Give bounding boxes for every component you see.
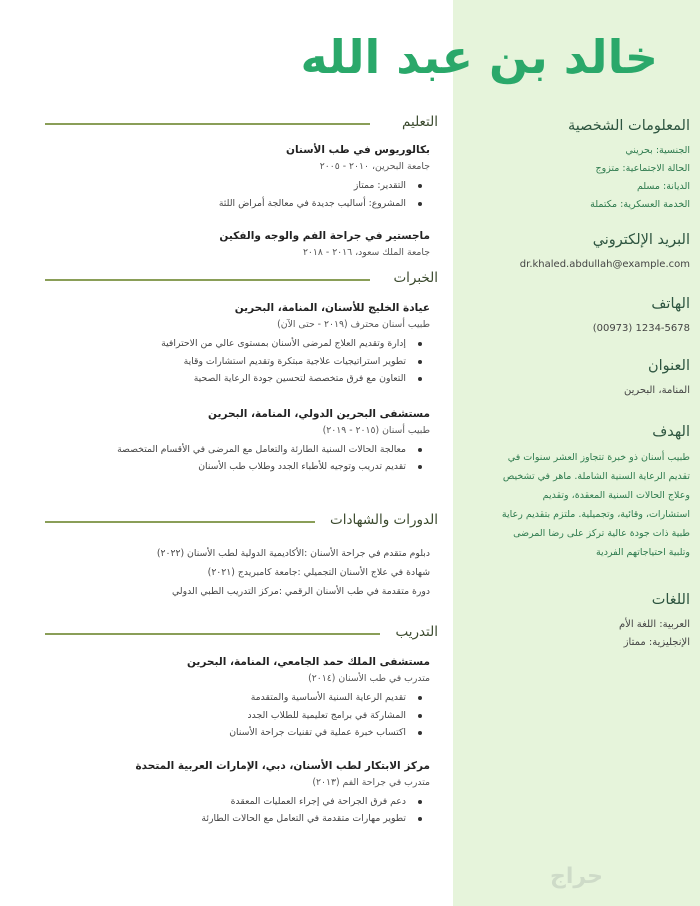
training-section xyxy=(40,624,440,828)
job-title: عيادة الخليج للأسنان، المنامة، البحرين xyxy=(234,302,430,314)
list-item: التقدير: ممتاز xyxy=(40,177,430,195)
list-item: تقديم تدريب وتوجيه للأطباء الجدد وطلاب طب الأسنان xyxy=(40,458,430,476)
training-role: متدرب في طب الأسنان (٢٠١٤) xyxy=(308,673,430,684)
education-heading: التعليم xyxy=(402,114,438,130)
list-item: اكتساب خبرة عملية في تقنيات جراحة الأسنان xyxy=(40,724,430,742)
list-item: التعاون مع فرق متخصصة لتحسين جودة الرعاية الصحية xyxy=(40,370,430,388)
section-divider xyxy=(45,633,380,635)
job-role: طبيب أسنان محترف (٢٠١٩ - حتى الآن) xyxy=(277,319,430,330)
address-heading: العنوان xyxy=(648,358,690,374)
list-item: المشاركة في برامج تعليمية للطلاب الجدد xyxy=(40,707,430,725)
personal-info-section xyxy=(480,118,690,214)
objective-heading: الهدف xyxy=(652,424,690,440)
list-item: دعم فرق الجراحة في إجراء العمليات المعقدة xyxy=(40,793,430,811)
course-line: دبلوم متقدم في جراحة الأسنان :الأكاديمية الدولية لطب الأسنان (٢٠٢٢) xyxy=(156,548,430,559)
objective-line: وتلبية احتياجاتهم الفردية xyxy=(595,547,690,558)
training-place-title: مركز الابتكار لطب الأسنان، دبي، الإمارات العربية المتحدة xyxy=(135,759,430,772)
courses-heading: الدورات والشهادات xyxy=(330,512,438,528)
phone-heading: الهاتف xyxy=(651,296,690,312)
religion-line: الديانة: مسلم xyxy=(636,181,690,192)
training-role: متدرب في جراحة الفم (٢٠١٣) xyxy=(312,776,430,788)
training-tasks-list xyxy=(40,689,430,742)
list-item: المشروع: أساليب جديدة في معالجة أمراض اللثة xyxy=(40,195,430,213)
languages-heading: اللغات xyxy=(651,592,690,608)
email-heading: البريد الإلكتروني xyxy=(592,232,690,248)
education-institution: جامعة الملك سعود، ٢٠١٦ - ٢٠١٨ xyxy=(302,247,430,258)
objective-line: وعلاج الحالات السنية المعقدة، وتقديم xyxy=(542,490,690,501)
course-line: دورة متقدمة في طب الأسنان الرقمي :مركز التدريب الطبي الدولي xyxy=(172,586,430,597)
experience-section xyxy=(40,270,440,476)
courses-section xyxy=(40,512,440,601)
list-item: تقديم الرعاية السنية الأساسية والمتقدمة xyxy=(40,689,430,707)
job-duties-list xyxy=(40,441,430,476)
training-heading: التدريب xyxy=(395,624,438,640)
job-role: طبيب أسنان (٢٠١٥ - ٢٠١٩) xyxy=(322,424,430,436)
training-tasks-list xyxy=(40,793,430,828)
education-section xyxy=(40,114,440,261)
email-section xyxy=(480,232,690,274)
military-service-line: الخدمة العسكرية: مكتملة xyxy=(590,199,690,210)
address-section xyxy=(480,358,690,400)
objective-section xyxy=(455,424,690,562)
person-name: خالد بن عبد الله xyxy=(300,30,658,84)
job-duties-list xyxy=(40,335,430,388)
training-place-title: مستشفى الملك حمد الجامعي، المنامة، البحرين xyxy=(186,656,430,668)
education-degree-title: بكالوريوس في طب الأسنان xyxy=(286,144,430,156)
address-value: المنامة، البحرين xyxy=(623,385,690,396)
list-item: تطوير استراتيجيات علاجية مبتكرة وتقديم استشارات وقاية xyxy=(40,353,430,371)
watermark-logo: حراج xyxy=(550,864,603,889)
marital-status-line: الحالة الاجتماعية: متزوج xyxy=(595,163,690,174)
languages-section xyxy=(480,592,690,652)
nationality-line: الجنسية: بحريني xyxy=(625,145,690,156)
objective-line: تقديم الرعاية السنية الشاملة. ماهر في تشخيص xyxy=(502,471,690,482)
course-line: شهادة في علاج الأسنان التجميلي :جامعة كامبريدج (٢٠٢١) xyxy=(207,567,430,578)
language-arabic: العربية: اللغة الأم xyxy=(618,619,690,630)
education-degree-title: ماجستير في جراحة الفم والوجه والفكين xyxy=(219,230,430,242)
language-english: الإنجليزية: ممتاز xyxy=(623,637,690,648)
experience-heading: الخبرات xyxy=(393,270,438,286)
section-divider xyxy=(45,123,370,125)
objective-line: طبيب أسنان ذو خبرة تتجاوز العشر سنوات في xyxy=(507,452,690,463)
education-details-list xyxy=(40,177,430,212)
objective-line: طبية ذات جودة عالية تركز على رضا المرضى xyxy=(513,528,690,539)
email-value: dr.khaled.abdullah@example.com xyxy=(519,259,690,270)
section-divider xyxy=(45,279,370,281)
phone-section xyxy=(480,296,690,338)
section-divider xyxy=(45,521,315,523)
personal-info-heading: المعلومات الشخصية xyxy=(567,118,690,134)
list-item: تطوير مهارات متقدمة في التعامل مع الحالات الطارئة xyxy=(40,810,430,828)
phone-value: (00973) 1234-5678 xyxy=(592,323,690,334)
job-title: مستشفى البحرين الدولي، المنامة، البحرين xyxy=(208,407,430,420)
objective-line: استشارات، وقائية، وتجميلية. ملتزم بتقديم رعاية xyxy=(501,509,690,520)
education-institution: جامعة البحرين، ٢٠١٠ - ٢٠٠٥ xyxy=(319,161,430,172)
list-item: إدارة وتقديم العلاج لمرضى الأسنان بمستوى عالي من الاحترافية xyxy=(40,335,430,353)
list-item: معالجة الحالات السنية الطارئة والتعامل مع المرضى في الأقسام المتخصصة xyxy=(40,441,430,459)
